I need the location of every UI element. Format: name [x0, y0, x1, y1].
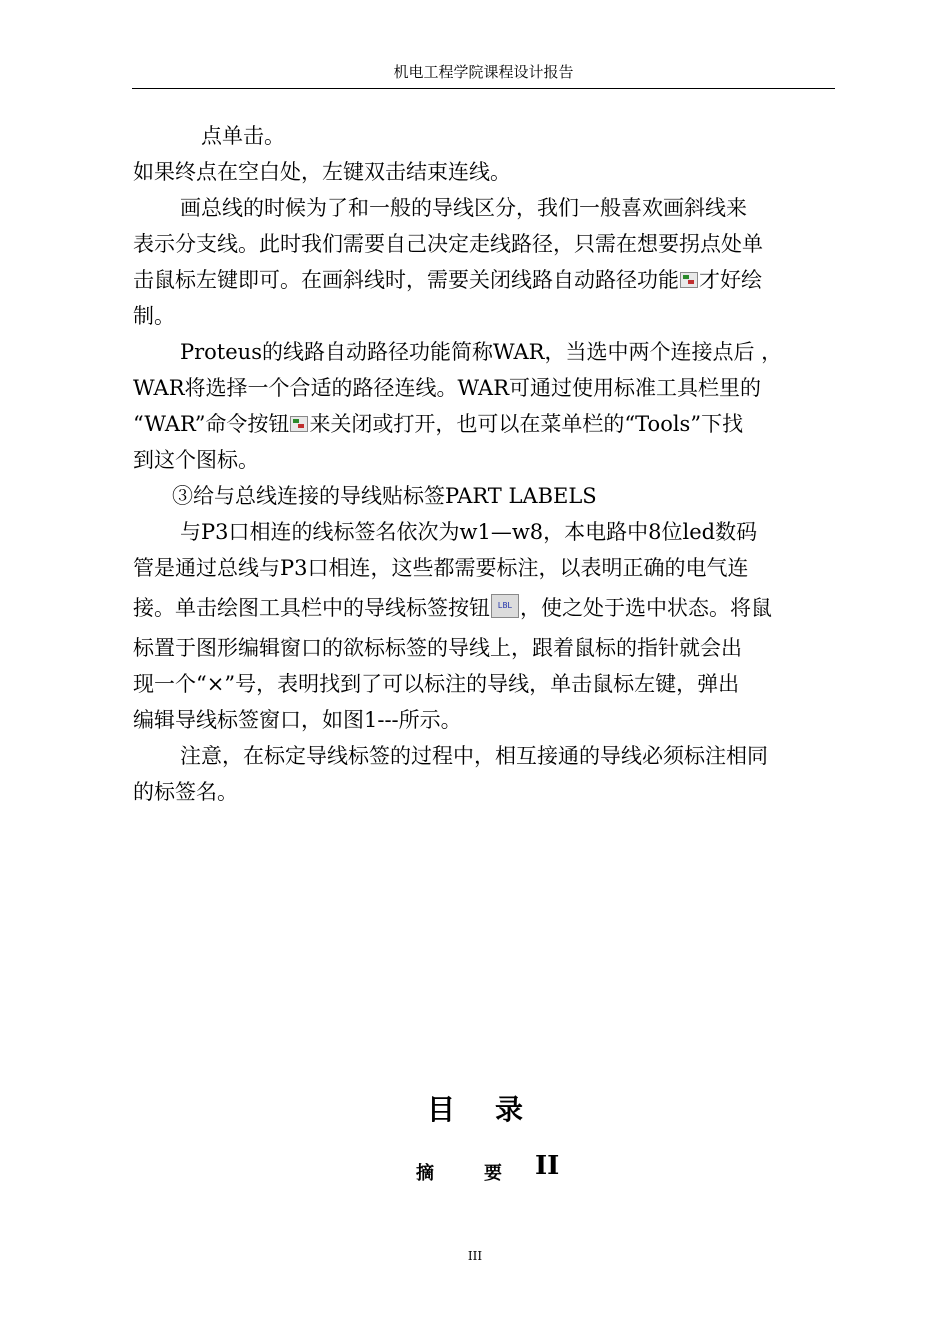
- toc-entry-label-b: 要: [484, 1163, 502, 1184]
- text-line-1: 点单击。: [201, 124, 285, 148]
- text-line-8: WAR将选择一个合适的路径连线。WAR可通过使用标准工具栏里的: [133, 376, 762, 400]
- text-line-9-part-a: “WAR”命令按钮: [133, 412, 290, 436]
- war-toggle-icon: [290, 416, 308, 432]
- text-line-3: 画总线的时候为了和一般的导线区分，我们一般喜欢画斜线来: [180, 196, 747, 220]
- page-number: III: [467, 1249, 483, 1263]
- text-line-18: 注意，在标定导线标签的过程中，相互接通的导线必须标注相同: [180, 744, 768, 768]
- toc-title: 目录: [426, 1093, 563, 1126]
- text-line-10: 到这个图标。: [133, 448, 259, 472]
- text-line-2: 如果终点在空白处，左键双击结束连线。: [133, 160, 511, 184]
- text-line-6: 制。: [133, 304, 175, 328]
- toc-entry-page: II: [535, 1151, 560, 1181]
- text-line-14-part-b: ，使之处于选中状态。将鼠: [520, 596, 772, 620]
- war-toggle-icon: [680, 272, 698, 288]
- toc-entry-abstract[interactable]: [0, 1151, 950, 1187]
- text-line-4: 表示分支线。此时我们需要自己决定走线路径，只需在想要拐点处单: [133, 232, 763, 256]
- text-line-19: 的标签名。: [133, 780, 238, 804]
- wire-label-icon: LBL: [491, 594, 519, 618]
- text-line-9: [133, 406, 836, 442]
- text-line-5: [133, 262, 836, 298]
- toc-entry-label-a: 摘: [416, 1163, 434, 1184]
- text-line-16: 现一个“×”号，表明找到了可以标注的导线，单击鼠标左键，弹出: [133, 672, 740, 696]
- text-line-14: [133, 590, 836, 626]
- subheading-part-labels: ③给与总线连接的导线贴标签PART LABELS: [172, 484, 597, 508]
- text-line-5-part-b: 才好绘: [699, 268, 762, 292]
- text-line-7: Proteus的线路自动路径功能简称WAR，当选中两个连接点后 ，: [180, 340, 783, 364]
- page-header: 机电工程学院课程设计报告: [393, 63, 574, 81]
- text-line-14-part-a: 接。单击绘图工具栏中的导线标签按钮: [133, 596, 490, 620]
- text-line-9-part-b: 来关闭或打开，也可以在菜单栏的“Tools”下找: [309, 412, 744, 436]
- text-line-15: 标置于图形编辑窗口的欲标标签的导线上，跟着鼠标的指针就会出: [133, 636, 742, 660]
- text-line-13: 管是通过总线与P3口相连，这些都需要标注，以表明正确的电气连: [133, 556, 749, 580]
- text-line-5-part-a: 击鼠标左键即可。在画斜线时，需要关闭线路自动路径功能: [133, 268, 679, 292]
- text-line-12: 与P3口相连的线标签名依次为w1—w8，本电路中8位led数码: [180, 520, 758, 544]
- text-line-17: 编辑导线标签窗口，如图1---所示。: [133, 708, 462, 732]
- header-rule: [132, 88, 835, 89]
